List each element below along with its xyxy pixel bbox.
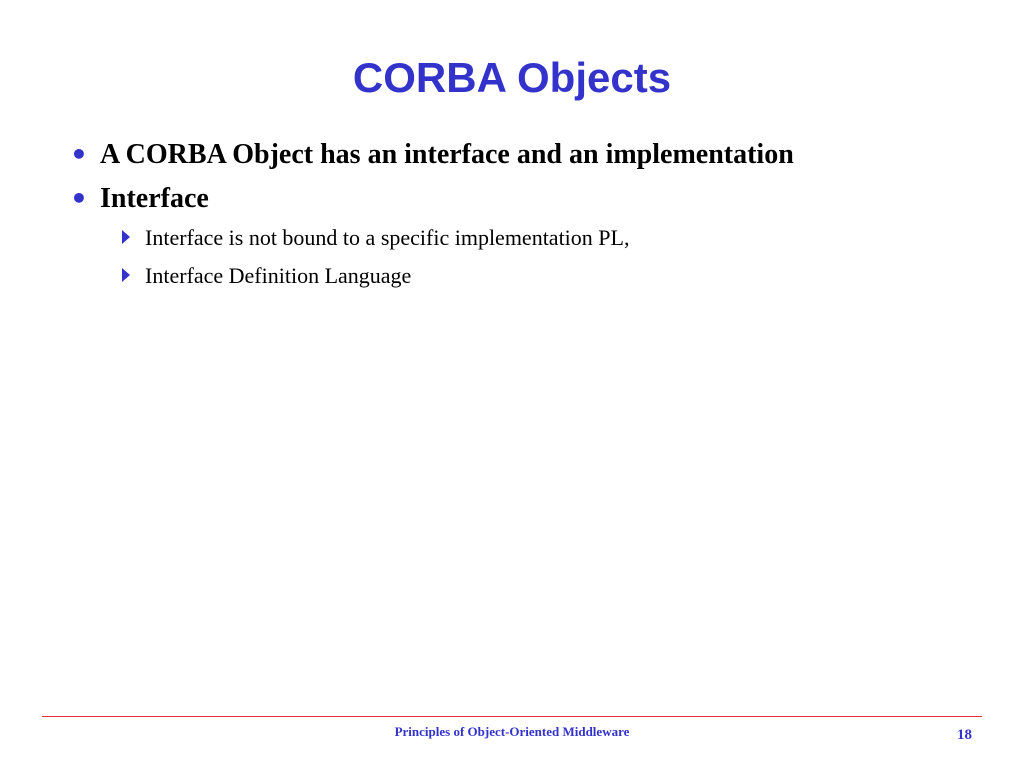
- sub-bullet-text: Interface Definition Language: [145, 263, 412, 288]
- footer-title: Principles of Object-Oriented Middleware: [394, 724, 630, 739]
- triangle-right-icon: [122, 230, 130, 244]
- bullet-dot-icon: •: [70, 138, 88, 171]
- footer-rule: [42, 716, 982, 717]
- page-number: 18: [957, 727, 972, 743]
- slide-title: CORBA Objects: [352, 54, 672, 101]
- sub-bullet-text: Interface is not bound to a specific implementation PL,: [145, 225, 630, 250]
- bullet-text: Interface: [100, 183, 209, 214]
- bullet-dot-icon: •: [70, 182, 88, 215]
- triangle-right-icon: [122, 268, 130, 282]
- bullet-text: A CORBA Object has an interface and an implementation: [100, 139, 794, 170]
